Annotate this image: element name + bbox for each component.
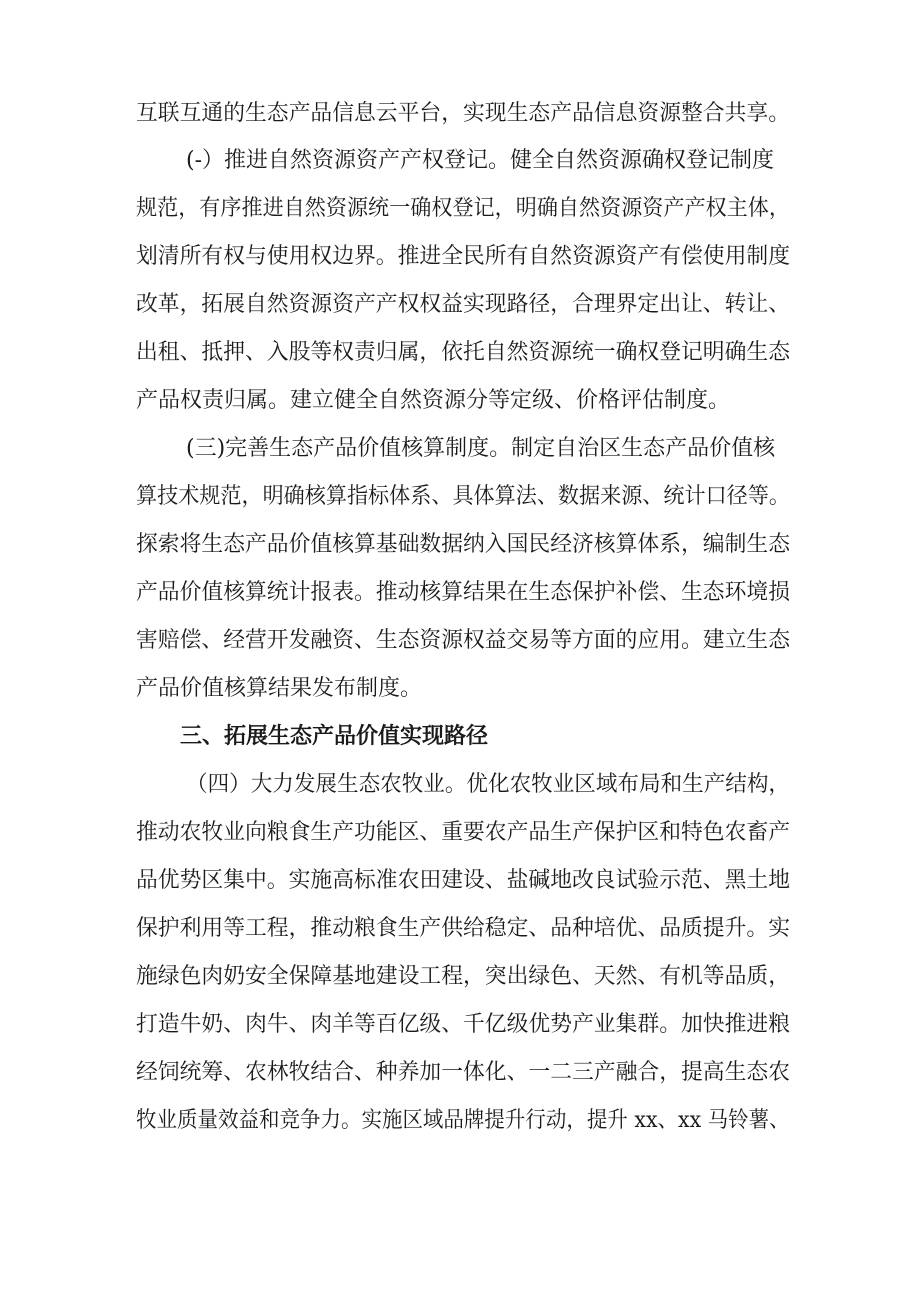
body-text-line: 产品价值核算结果发布制度。 bbox=[136, 676, 423, 701]
body-text-line: 划清所有权与使用权边界。推进全民所有自然资源资产有偿使用制度 bbox=[136, 244, 791, 269]
body-text-line: 规范，有序推进自然资源统一确权登记，明确自然资源资产产权主体， bbox=[136, 196, 790, 221]
section-heading: 三、拓展生态产品价值实现路径 bbox=[180, 724, 489, 749]
body-text-line: 出租、抵押、入股等权责归属，依托自然资源统一确权登记明确生态 bbox=[136, 340, 791, 365]
body-text-line: 害赔偿、经营开发融资、生态资源权益交易等方面的应用。建立生态 bbox=[136, 628, 791, 653]
body-text-line: 产品价值核算统计报表。推动核算结果在生态保护补偿、生态环境损 bbox=[136, 580, 791, 605]
body-text-line: 施绿色肉奶安全保障基地建设工程，突出绿色、天然、有机等品质， bbox=[136, 964, 791, 989]
paragraph-4-first-line: （四）大力发展生态农牧业。优化农牧业区域布局和生产结构， bbox=[186, 772, 791, 797]
body-text-line: 算技术规范，明确核算指标体系、具体算法、数据来源、统计口径等。 bbox=[136, 484, 790, 509]
body-text-line: 改革，拓展自然资源资产产权权益实现路径，合理界定出让、转让、 bbox=[136, 292, 791, 317]
body-text-line: 探索将生态产品价值核算基础数据纳入国民经济核算体系，编制生态 bbox=[136, 532, 791, 557]
body-text-line: 打造牛奶、肉牛、肉羊等百亿级、千亿级优势产业集群。加快推进粮 bbox=[136, 1012, 791, 1037]
body-text-line: 推动农牧业向粮食生产功能区、重要农产品生产保护区和特色农畜产 bbox=[136, 820, 791, 845]
body-text-line: 经饲统筹、农林牧结合、种养加一体化、一二三产融合，提高生态农 bbox=[136, 1060, 791, 1085]
body-text-line: 产品权责归属。建立健全自然资源分等定级、价格评估制度。 bbox=[136, 388, 731, 413]
body-text-line: 品优势区集中。实施高标准农田建设、盐碱地改良试验示范、黑土地 bbox=[136, 868, 791, 893]
paragraph-1-first-line: (-）推进自然资源资产产权登记。健全自然资源确权登记制度 bbox=[186, 148, 775, 173]
body-text-line: 保护利用等工程，推动粮食生产供给稳定、品种培优、品质提升。实 bbox=[136, 916, 791, 941]
body-text-line: 互联互通的生态产品信息云平台，实现生态产品信息资源整合共享。 bbox=[136, 101, 791, 126]
body-text-line: 牧业质量效益和竞争力。实施区域品牌提升行动，提升 xx、xx 马铃薯、 bbox=[136, 1108, 790, 1133]
paragraph-3-first-line: (三)完善生态产品价值核算制度。制定自治区生态产品价值核 bbox=[186, 436, 776, 461]
